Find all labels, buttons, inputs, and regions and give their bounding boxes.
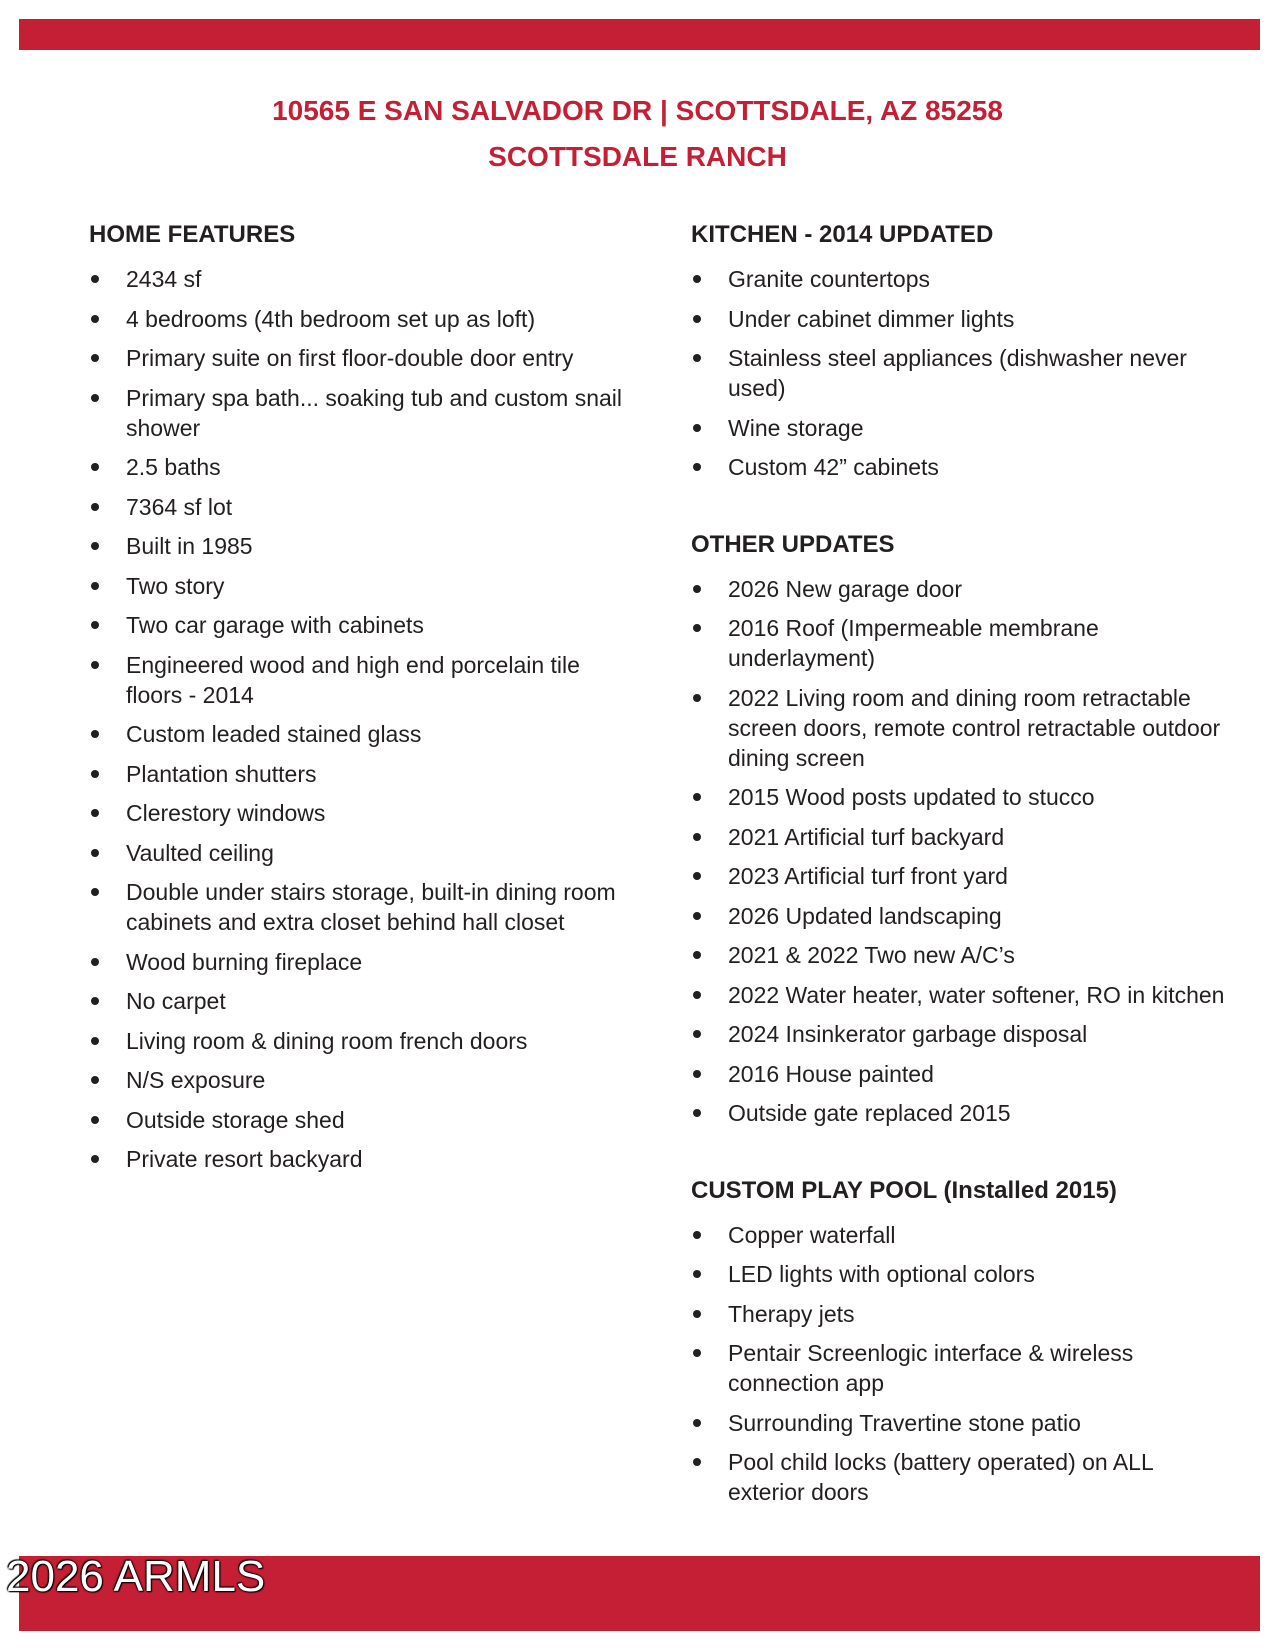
list-item: 4 bedrooms (4th bedroom set up as loft) xyxy=(89,304,629,334)
list-item: No carpet xyxy=(89,986,629,1016)
right-column xyxy=(691,218,1231,1517)
list-item: 2021 & 2022 Two new A/C’s xyxy=(691,940,1231,970)
list-item: Surrounding Travertine stone patio xyxy=(691,1408,1231,1438)
list-item: 2.5 baths xyxy=(89,452,629,482)
section-spacer xyxy=(691,1138,1231,1174)
list-item: 2015 Wood posts updated to stucco xyxy=(691,782,1231,812)
home-features-list xyxy=(89,264,629,1174)
kitchen-title: KITCHEN - 2014 UPDATED xyxy=(691,221,994,248)
list-item: Custom 42” cabinets xyxy=(691,452,1231,482)
list-item: 2026 New garage door xyxy=(691,574,1231,604)
pool-title: CUSTOM PLAY POOL (Installed 2015) xyxy=(691,1176,1117,1204)
list-item: 2026 Updated landscaping xyxy=(691,901,1231,931)
list-item: 2016 House painted xyxy=(691,1059,1231,1089)
list-item: Wine storage xyxy=(691,413,1231,443)
list-item: N/S exposure xyxy=(89,1065,629,1095)
section-spacer xyxy=(691,492,1231,528)
list-item: Pentair Screenlogic interface & wireless connection app xyxy=(691,1338,1231,1398)
list-item: 2024 Insinkerator garbage disposal xyxy=(691,1019,1231,1049)
page-header xyxy=(0,88,1275,180)
list-item: 2023 Artificial turf front yard xyxy=(691,861,1231,891)
list-item: Engineered wood and high end porcelain tile floors - 2014 xyxy=(89,650,629,710)
left-column xyxy=(89,218,629,1184)
armls-watermark: 2026 ARMLS xyxy=(6,1552,266,1601)
top-accent-bar xyxy=(19,19,1260,50)
list-item: 7364 sf lot xyxy=(89,492,629,522)
home-features-title: HOME FEATURES xyxy=(89,221,296,248)
list-item: 2434 sf xyxy=(89,264,629,294)
property-address: 10565 E SAN SALVADOR DR | SCOTTSDALE, AZ 85258 xyxy=(272,95,1003,126)
other-updates-title: OTHER UPDATES xyxy=(691,530,895,558)
list-item: 2022 Living room and dining room retractable screen doors, remote control retractable outdoor dining screen xyxy=(691,683,1231,773)
list-item: Private resort backyard xyxy=(89,1144,629,1174)
list-item: Therapy jets xyxy=(691,1299,1231,1329)
list-item: Double under stairs storage, built-in dining room cabinets and extra closet behind hall closet xyxy=(89,877,629,937)
list-item: Granite countertops xyxy=(691,264,1231,294)
list-item: Built in 1985 xyxy=(89,531,629,561)
list-item: Vaulted ceiling xyxy=(89,838,629,868)
list-item: Custom leaded stained glass xyxy=(89,719,629,749)
list-item: Outside storage shed xyxy=(89,1105,629,1135)
list-item: Stainless steel appliances (dishwasher never used) xyxy=(691,343,1231,403)
list-item: 2016 Roof (Impermeable membrane underlayment) xyxy=(691,613,1231,673)
list-item: Outside gate replaced 2015 xyxy=(691,1098,1231,1128)
kitchen-list xyxy=(691,264,1231,482)
community-name: SCOTTSDALE RANCH xyxy=(488,141,787,172)
list-item: Pool child locks (battery operated) on ALL exterior doors xyxy=(691,1447,1231,1507)
list-item: Copper waterfall xyxy=(691,1220,1231,1250)
list-item: 2022 Water heater, water softener, RO in kitchen xyxy=(691,980,1231,1010)
list-item: Wood burning fireplace xyxy=(89,947,629,977)
other-updates-list xyxy=(691,574,1231,1129)
list-item: Plantation shutters xyxy=(89,759,629,789)
list-item: 2021 Artificial turf backyard xyxy=(691,822,1231,852)
pool-list xyxy=(691,1220,1231,1508)
list-item: Primary spa bath... soaking tub and custom snail shower xyxy=(89,383,629,443)
list-item: Clerestory windows xyxy=(89,798,629,828)
list-item: Primary suite on first floor-double door entry xyxy=(89,343,629,373)
list-item: Under cabinet dimmer lights xyxy=(691,304,1231,334)
list-item: Two story xyxy=(89,571,629,601)
list-item: Living room & dining room french doors xyxy=(89,1026,629,1056)
list-item: Two car garage with cabinets xyxy=(89,610,629,640)
list-item: LED lights with optional colors xyxy=(691,1259,1231,1289)
